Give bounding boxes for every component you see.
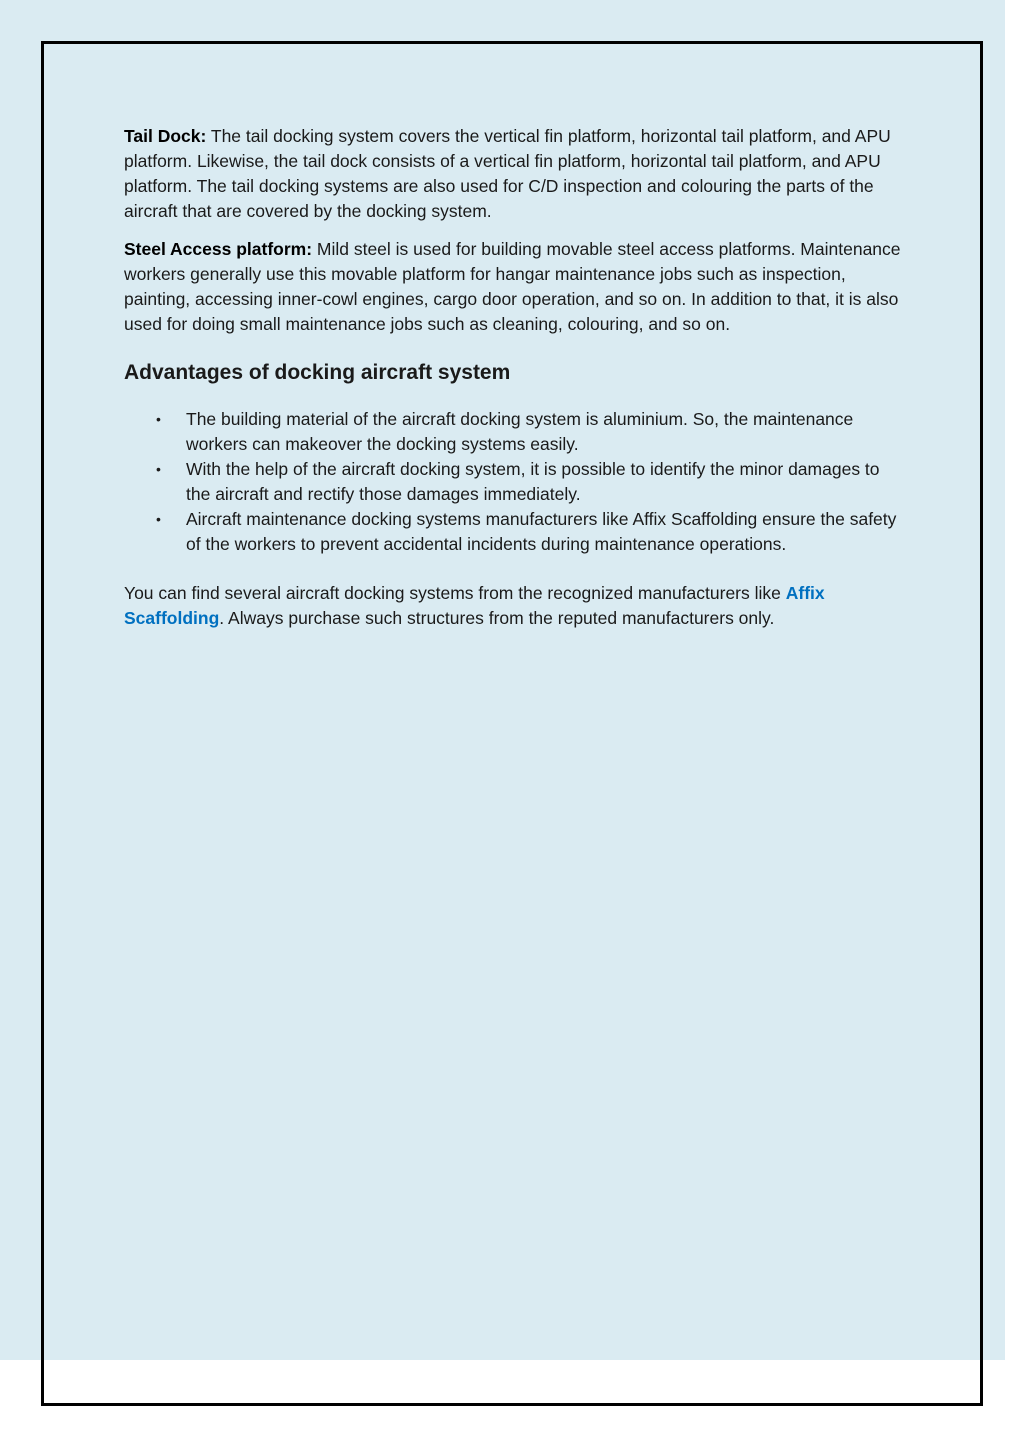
bullet-icon: • — [156, 511, 161, 527]
tail-dock-text: The tail docking system covers the vertical fin platform, horizontal tail platform, and APU platform. Likewise, the tail dock consists of a vertical fin platform, horizontal tail platform, and APU platform. The tail docking systems are also used for C/D inspection and colouring the parts of the aircraft that are covered by the docking system. — [124, 126, 891, 221]
closing-text-after: . Always purchase such structures from the reputed manufacturers only. — [219, 608, 775, 628]
affix-scaffolding-link[interactable]: Affix Scaffolding — [124, 583, 825, 628]
list-item — [156, 507, 904, 557]
advantages-list — [124, 407, 904, 557]
steel-access-text: Mild steel is used for building movable steel access platforms. Maintenance workers generally use this movable platform for hangar maintenance jobs such as inspection, painting, accessing inner-cowl engines, cargo door operation, and so on. In addition to that, it is also used for doing small maintenance jobs such as cleaning, colouring, and so on. — [124, 239, 901, 334]
steel-access-paragraph — [124, 237, 904, 337]
tail-dock-paragraph — [124, 124, 904, 224]
bullet-icon: • — [156, 461, 161, 477]
document-content — [124, 124, 904, 644]
list-item-text: Aircraft maintenance docking systems manufacturers like Affix Scaffolding ensure the safety of the workers to prevent accidental incidents during maintenance operations. — [186, 509, 897, 554]
steel-access-label: Steel Access platform: — [124, 239, 313, 259]
closing-text-before: You can find several aircraft docking systems from the recognized manufacturers like — [124, 583, 786, 603]
advantages-heading: Advantages of docking aircraft system — [124, 361, 511, 384]
closing-paragraph — [124, 581, 904, 631]
list-item-text: With the help of the aircraft docking system, it is possible to identify the minor damages to the aircraft and rectify those damages immediately. — [186, 459, 880, 504]
list-item — [156, 407, 904, 457]
tail-dock-label: Tail Dock: — [124, 126, 207, 146]
list-item — [156, 457, 904, 507]
bullet-icon: • — [156, 411, 161, 427]
list-item-text: The building material of the aircraft docking system is aluminium. So, the maintenance workers can makeover the docking systems easily. — [186, 409, 854, 454]
